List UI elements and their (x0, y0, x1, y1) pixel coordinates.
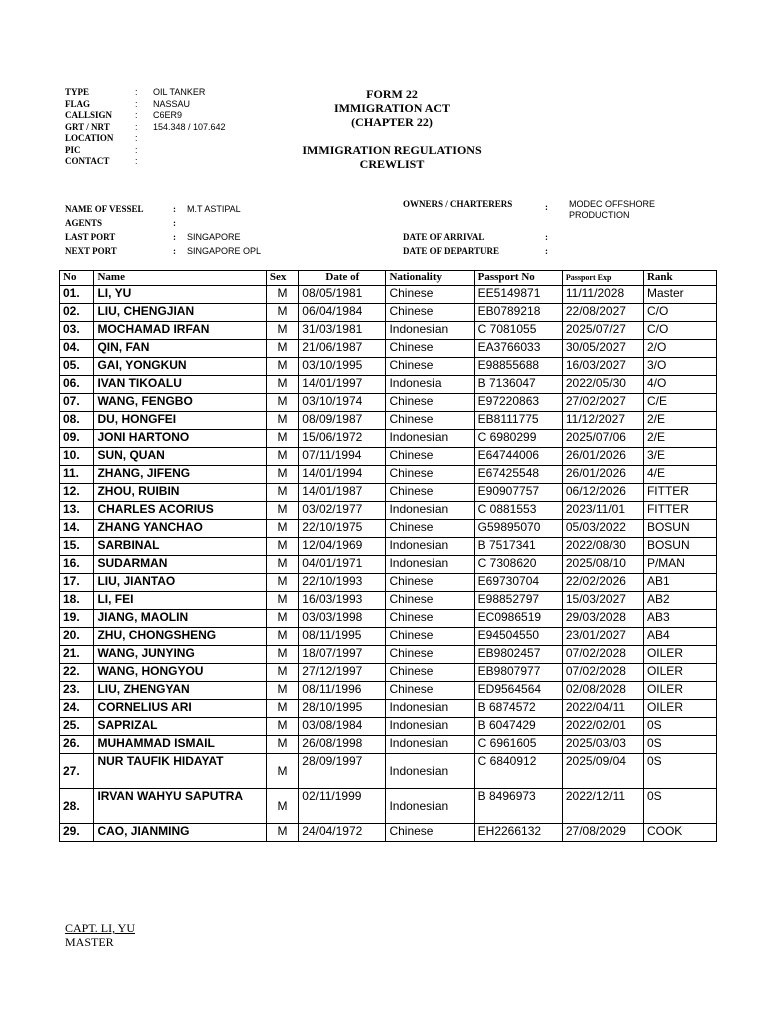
cell-rank: COOK (643, 824, 716, 842)
form-subtitle (262, 143, 522, 171)
cell-sex: M (266, 340, 298, 358)
cell-no: 17. (60, 574, 94, 592)
table-row (60, 358, 717, 376)
cell-passport-exp: 06/12/2026 (562, 484, 643, 502)
cell-dob: 14/01/1997 (299, 376, 386, 394)
cell-dob: 03/02/1977 (299, 502, 386, 520)
cell-name: DU, HONGFEI (94, 412, 266, 430)
regulations-title: IMMIGRATION REGULATIONS (302, 143, 482, 157)
cell-passport-no: EA3766033 (474, 340, 562, 358)
cell-passport-exp: 2022/05/30 (562, 376, 643, 394)
cell-name: SUDARMAN (94, 556, 266, 574)
cell-name: LI, FEI (94, 592, 266, 610)
crewlist-title: CREWLIST (359, 157, 425, 171)
form-title (262, 87, 522, 129)
table-row (60, 824, 717, 842)
cell-no: 04. (60, 340, 94, 358)
cell-passport-no: EH2266132 (474, 824, 562, 842)
cell-no: 02. (60, 304, 94, 322)
cell-dob: 06/04/1984 (299, 304, 386, 322)
cell-sex: M (266, 574, 298, 592)
cell-nationality: Indonesian (386, 718, 474, 736)
cell-rank: C/O (643, 322, 716, 340)
cell-passport-exp: 16/03/2027 (562, 358, 643, 376)
cell-sex: M (266, 628, 298, 646)
cell-passport-exp: 27/02/2027 (562, 394, 643, 412)
cell-sex: M (266, 754, 298, 789)
cell-passport-no: C 6840912 (474, 754, 562, 789)
cell-passport-no: E98855688 (474, 358, 562, 376)
cell-name: LIU, JIANTAO (94, 574, 266, 592)
cell-rank: C/E (643, 394, 716, 412)
details-left (65, 199, 261, 255)
cell-dob: 14/01/1987 (299, 484, 386, 502)
table-row (60, 574, 717, 592)
detail-row: AGENTS : (65, 218, 176, 228)
cell-passport-no: E69730704 (474, 574, 562, 592)
cell-passport-exp: 07/02/2028 (562, 664, 643, 682)
cell-passport-no: E94504550 (474, 628, 562, 646)
cell-no: 05. (60, 358, 94, 376)
cell-no: 28. (60, 789, 94, 824)
cell-dob: 21/06/1987 (299, 340, 386, 358)
cell-nationality: Indonesia (386, 376, 474, 394)
cell-name: ZHANG YANCHAO (94, 520, 266, 538)
cell-passport-exp: 11/11/2028 (562, 286, 643, 304)
signature-name: CAPT. LI, YU (65, 921, 135, 935)
cell-nationality: Chinese (386, 592, 474, 610)
col-passport-no: Passport No (474, 271, 562, 286)
vessel-info-row: CALLSIGN : C6ER9 (65, 110, 183, 120)
vessel-info-row: CONTACT : (65, 156, 138, 166)
cell-nationality: Chinese (386, 358, 474, 376)
cell-rank: OILER (643, 664, 716, 682)
table-row (60, 538, 717, 556)
table-row (60, 592, 717, 610)
cell-rank: OILER (643, 700, 716, 718)
table-row (60, 286, 717, 304)
cell-nationality: Chinese (386, 646, 474, 664)
table-row (60, 340, 717, 358)
cell-name: CORNELIUS ARI (94, 700, 266, 718)
cell-passport-no: B 8496973 (474, 789, 562, 824)
cell-passport-no: E90907757 (474, 484, 562, 502)
cell-name: QIN, FAN (94, 340, 266, 358)
cell-nationality: Chinese (386, 484, 474, 502)
cell-passport-no: E97220863 (474, 394, 562, 412)
cell-dob: 16/03/1993 (299, 592, 386, 610)
cell-rank: AB4 (643, 628, 716, 646)
vessel-info-row: TYPE : OIL TANKER (65, 87, 206, 97)
table-row (60, 664, 717, 682)
cell-name: CHARLES ACORIUS (94, 502, 266, 520)
cell-no: 01. (60, 286, 94, 304)
cell-no: 07. (60, 394, 94, 412)
cell-passport-no: EB8111775 (474, 412, 562, 430)
cell-passport-no: B 7517341 (474, 538, 562, 556)
cell-dob: 14/01/1994 (299, 466, 386, 484)
cell-passport-no: B 7136047 (474, 376, 562, 394)
cell-dob: 08/11/1996 (299, 682, 386, 700)
cell-name: SUN, QUAN (94, 448, 266, 466)
cell-passport-no: C 0881553 (474, 502, 562, 520)
cell-name: LIU, CHENGJIAN (94, 304, 266, 322)
cell-rank: 4/E (643, 466, 716, 484)
cell-sex: M (266, 430, 298, 448)
cell-passport-no: EE5149871 (474, 286, 562, 304)
cell-passport-exp: 2022/12/11 (562, 789, 643, 824)
vessel-info-row: GRT / NRT : 154.348 / 107.642 (65, 121, 226, 132)
cell-passport-exp: 2025/08/10 (562, 556, 643, 574)
cell-name: GAI, YONGKUN (94, 358, 266, 376)
cell-passport-exp: 2022/02/01 (562, 718, 643, 736)
cell-sex: M (266, 718, 298, 736)
cell-rank: 4/O (643, 376, 716, 394)
cell-nationality: Chinese (386, 412, 474, 430)
cell-nationality: Chinese (386, 824, 474, 842)
table-row (60, 484, 717, 502)
details-right (403, 199, 689, 255)
cell-no: 29. (60, 824, 94, 842)
cell-sex: M (266, 412, 298, 430)
cell-rank: 0S (643, 736, 716, 754)
cell-nationality: Chinese (386, 340, 474, 358)
cell-dob: 02/11/1999 (299, 789, 386, 824)
cell-nationality: Indonesian (386, 789, 474, 824)
cell-rank: 0S (643, 754, 716, 789)
cell-passport-exp: 2025/09/04 (562, 754, 643, 789)
cell-passport-no: EC0986519 (474, 610, 562, 628)
cell-nationality: Chinese (386, 304, 474, 322)
cell-dob: 07/11/1994 (299, 448, 386, 466)
cell-rank: OILER (643, 682, 716, 700)
vessel-info-row: PIC : (65, 144, 138, 155)
cell-passport-exp: 2025/07/06 (562, 430, 643, 448)
cell-sex: M (266, 664, 298, 682)
table-row (60, 502, 717, 520)
cell-passport-exp: 15/03/2027 (562, 592, 643, 610)
cell-passport-exp: 26/01/2026 (562, 466, 643, 484)
cell-dob: 03/03/1998 (299, 610, 386, 628)
cell-sex: M (266, 646, 298, 664)
cell-passport-no: B 6047429 (474, 718, 562, 736)
cell-no: 11. (60, 466, 94, 484)
cell-rank: 2/E (643, 412, 716, 430)
cell-dob: 18/07/1997 (299, 646, 386, 664)
cell-name: WANG, FENGBO (94, 394, 266, 412)
cell-passport-no: EB0789218 (474, 304, 562, 322)
cell-no: 06. (60, 376, 94, 394)
cell-passport-exp: 2023/11/01 (562, 502, 643, 520)
col-passport-exp: Passport Exp (562, 271, 643, 286)
cell-name: WANG, JUNYING (94, 646, 266, 664)
cell-sex: M (266, 736, 298, 754)
cell-passport-exp: 27/08/2029 (562, 824, 643, 842)
cell-name: SARBINAL (94, 538, 266, 556)
cell-sex: M (266, 358, 298, 376)
table-row (60, 322, 717, 340)
cell-passport-exp: 05/03/2022 (562, 520, 643, 538)
cell-dob: 22/10/1975 (299, 520, 386, 538)
cell-passport-exp: 23/01/2027 (562, 628, 643, 646)
cell-dob: 03/08/1984 (299, 718, 386, 736)
cell-no: 24. (60, 700, 94, 718)
cell-passport-exp: 2022/08/30 (562, 538, 643, 556)
cell-nationality: Indonesian (386, 754, 474, 789)
cell-passport-exp: 22/08/2027 (562, 304, 643, 322)
detail-row: OWNERS / CHARTERERS : MODEC OFFSHORE PRODUCTION (403, 199, 656, 220)
cell-nationality: Indonesian (386, 502, 474, 520)
cell-sex: M (266, 484, 298, 502)
cell-sex: M (266, 322, 298, 340)
cell-rank: BOSUN (643, 520, 716, 538)
cell-no: 21. (60, 646, 94, 664)
cell-passport-exp: 29/03/2028 (562, 610, 643, 628)
cell-no: 08. (60, 412, 94, 430)
cell-passport-no: ED9564564 (474, 682, 562, 700)
cell-sex: M (266, 592, 298, 610)
cell-name: ZHOU, RUIBIN (94, 484, 266, 502)
col-name: Name (94, 271, 266, 286)
col-rank: Rank (643, 271, 716, 286)
cell-dob: 28/09/1997 (299, 754, 386, 789)
cell-nationality: Chinese (386, 520, 474, 538)
cell-name: CAO, JIANMING (94, 824, 266, 842)
cell-rank: AB2 (643, 592, 716, 610)
cell-no: 10. (60, 448, 94, 466)
table-row (60, 754, 717, 789)
cell-sex: M (266, 304, 298, 322)
cell-name: ZHANG, JIFENG (94, 466, 266, 484)
cell-rank: BOSUN (643, 538, 716, 556)
cell-name: SAPRIZAL (94, 718, 266, 736)
cell-dob: 08/09/1987 (299, 412, 386, 430)
table-row (60, 556, 717, 574)
cell-no: 15. (60, 538, 94, 556)
cell-rank: 0S (643, 789, 716, 824)
detail-row: DATE OF ARRIVAL : (403, 232, 548, 242)
cell-no: 27. (60, 754, 94, 789)
cell-sex: M (266, 376, 298, 394)
table-header-row (60, 271, 717, 286)
cell-rank: 3/O (643, 358, 716, 376)
cell-sex: M (266, 502, 298, 520)
cell-passport-exp: 2022/04/11 (562, 700, 643, 718)
cell-sex: M (266, 394, 298, 412)
cell-name: JONI HARTONO (94, 430, 266, 448)
cell-name: MUHAMMAD ISMAIL (94, 736, 266, 754)
cell-passport-no: E64744006 (474, 448, 562, 466)
cell-dob: 08/05/1981 (299, 286, 386, 304)
cell-nationality: Indonesian (386, 556, 474, 574)
cell-passport-exp: 11/12/2027 (562, 412, 643, 430)
cell-passport-no: E67425548 (474, 466, 562, 484)
cell-no: 25. (60, 718, 94, 736)
vessel-info-row: FLAG : NASSAU (65, 98, 191, 109)
signature-title: MASTER (65, 935, 114, 949)
table-row (60, 520, 717, 538)
cell-passport-no: E98852797 (474, 592, 562, 610)
cell-dob: 27/12/1997 (299, 664, 386, 682)
cell-sex: M (266, 682, 298, 700)
cell-name: LIU, ZHENGYAN (94, 682, 266, 700)
cell-dob: 08/11/1995 (299, 628, 386, 646)
cell-sex: M (266, 520, 298, 538)
cell-nationality: Indonesian (386, 700, 474, 718)
cell-sex: M (266, 286, 298, 304)
cell-rank: FITTER (643, 484, 716, 502)
cell-passport-exp: 2025/03/03 (562, 736, 643, 754)
form-number: FORM 22 (366, 87, 418, 101)
table-row (60, 466, 717, 484)
table-row (60, 718, 717, 736)
cell-nationality: Indonesian (386, 538, 474, 556)
cell-rank: FITTER (643, 502, 716, 520)
cell-sex: M (266, 556, 298, 574)
cell-no: 13. (60, 502, 94, 520)
cell-passport-no: EB9802457 (474, 646, 562, 664)
cell-nationality: Chinese (386, 466, 474, 484)
table-row (60, 789, 717, 824)
cell-passport-no: EB9807977 (474, 664, 562, 682)
detail-row: NEXT PORT : SINGAPORE OPL (65, 246, 262, 256)
cell-name: NUR TAUFIK HIDAYAT (94, 754, 266, 789)
cell-nationality: Chinese (386, 682, 474, 700)
cell-rank: OILER (643, 646, 716, 664)
signature-block (65, 921, 135, 949)
cell-sex: M (266, 538, 298, 556)
cell-nationality: Chinese (386, 286, 474, 304)
cell-rank: P/MAN (643, 556, 716, 574)
table-row (60, 412, 717, 430)
cell-nationality: Chinese (386, 610, 474, 628)
cell-no: 12. (60, 484, 94, 502)
cell-no: 19. (60, 610, 94, 628)
table-row (60, 394, 717, 412)
cell-no: 20. (60, 628, 94, 646)
table-row (60, 700, 717, 718)
table-row (60, 304, 717, 322)
cell-dob: 31/03/1981 (299, 322, 386, 340)
cell-no: 22. (60, 664, 94, 682)
table-row (60, 430, 717, 448)
detail-row: NAME OF VESSEL : M.T ASTIPAL (65, 204, 241, 214)
cell-dob: 15/06/1972 (299, 430, 386, 448)
cell-no: 18. (60, 592, 94, 610)
cell-rank: 2/E (643, 430, 716, 448)
cell-sex: M (266, 466, 298, 484)
cell-sex: M (266, 610, 298, 628)
detail-row: LAST PORT : SINGAPORE (65, 232, 241, 242)
table-row (60, 448, 717, 466)
act-name: IMMIGRATION ACT (333, 101, 451, 115)
table-row (60, 646, 717, 664)
cell-passport-exp: 30/05/2027 (562, 340, 643, 358)
cell-passport-exp: 22/02/2026 (562, 574, 643, 592)
cell-nationality: Indonesian (386, 736, 474, 754)
chapter: (CHAPTER 22) (351, 115, 433, 129)
cell-dob: 12/04/1969 (299, 538, 386, 556)
col-nationality: Nationality (386, 271, 474, 286)
cell-dob: 28/10/1995 (299, 700, 386, 718)
cell-no: 14. (60, 520, 94, 538)
cell-no: 23. (60, 682, 94, 700)
cell-passport-exp: 2025/07/27 (562, 322, 643, 340)
cell-nationality: Chinese (386, 664, 474, 682)
cell-nationality: Chinese (386, 448, 474, 466)
table-row (60, 610, 717, 628)
col-no: No (60, 271, 94, 286)
cell-name: JIANG, MAOLIN (94, 610, 266, 628)
cell-rank: C/O (643, 304, 716, 322)
cell-sex: M (266, 448, 298, 466)
table-row (60, 628, 717, 646)
cell-dob: 03/10/1974 (299, 394, 386, 412)
cell-passport-no: C 6980299 (474, 430, 562, 448)
cell-dob: 03/10/1995 (299, 358, 386, 376)
cell-dob: 04/01/1971 (299, 556, 386, 574)
cell-passport-no: G59895070 (474, 520, 562, 538)
cell-passport-no: C 6961605 (474, 736, 562, 754)
cell-sex: M (266, 700, 298, 718)
cell-no: 03. (60, 322, 94, 340)
cell-rank: AB1 (643, 574, 716, 592)
cell-no: 09. (60, 430, 94, 448)
cell-passport-exp: 07/02/2028 (562, 646, 643, 664)
cell-rank: 3/E (643, 448, 716, 466)
cell-nationality: Chinese (386, 628, 474, 646)
cell-dob: 26/08/1998 (299, 736, 386, 754)
cell-name: WANG, HONGYOU (94, 664, 266, 682)
cell-passport-no: C 7081055 (474, 322, 562, 340)
cell-nationality: Indonesian (386, 430, 474, 448)
cell-no: 26. (60, 736, 94, 754)
cell-rank: Master (643, 286, 716, 304)
cell-dob: 22/10/1993 (299, 574, 386, 592)
cell-name: MOCHAMAD IRFAN (94, 322, 266, 340)
cell-name: IVAN TIKOALU (94, 376, 266, 394)
cell-nationality: Chinese (386, 394, 474, 412)
table-row (60, 736, 717, 754)
cell-rank: AB3 (643, 610, 716, 628)
vessel-info-row: LOCATION : (65, 133, 138, 143)
col-date: Date of (299, 271, 386, 286)
cell-rank: 0S (643, 718, 716, 736)
cell-passport-exp: 02/08/2028 (562, 682, 643, 700)
table-row (60, 376, 717, 394)
cell-no: 16. (60, 556, 94, 574)
cell-dob: 24/04/1972 (299, 824, 386, 842)
cell-passport-exp: 26/01/2026 (562, 448, 643, 466)
detail-row: DATE OF DEPARTURE : (403, 246, 548, 256)
cell-rank: 2/O (643, 340, 716, 358)
cell-nationality: Indonesian (386, 322, 474, 340)
table-row (60, 682, 717, 700)
cell-sex: M (266, 824, 298, 842)
cell-nationality: Chinese (386, 574, 474, 592)
col-sex: Sex (266, 271, 298, 286)
cell-sex: M (266, 789, 298, 824)
vessel-info (65, 87, 226, 168)
cell-name: ZHU, CHONGSHENG (94, 628, 266, 646)
crew-table (59, 270, 717, 842)
cell-passport-no: B 6874572 (474, 700, 562, 718)
cell-name: IRVAN WAHYU SAPUTRA (94, 789, 266, 824)
cell-passport-no: C 7308620 (474, 556, 562, 574)
cell-name: LI, YU (94, 286, 266, 304)
